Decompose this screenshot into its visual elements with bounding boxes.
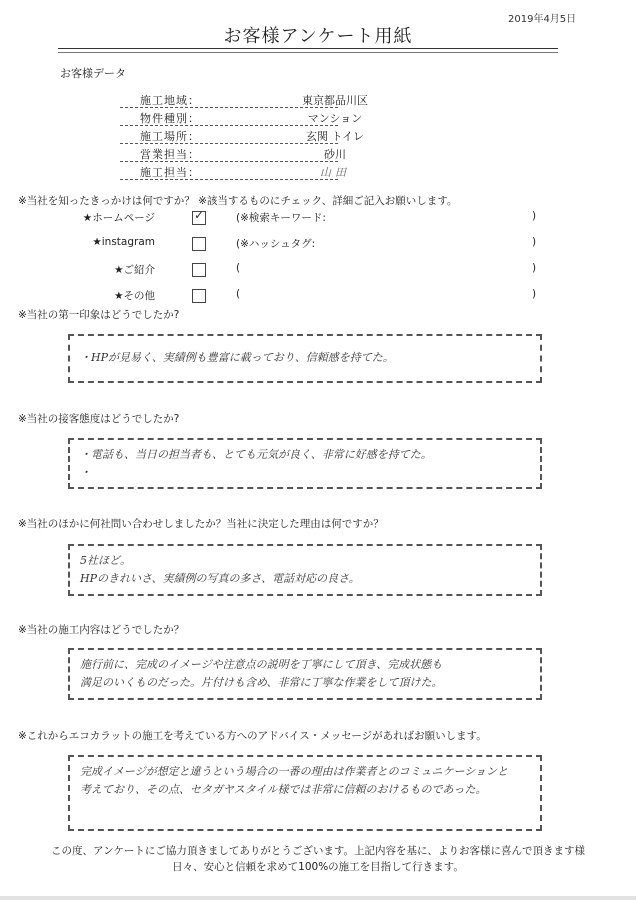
answer-first-impression <box>68 334 542 383</box>
option-detail-close: ) <box>532 288 537 300</box>
option-detail: (※ハッシュタグ: <box>236 238 316 250</box>
answer-line: 考えており、その点、セタガヤスタイル様では非常に信頼のおけるものであった。 <box>80 783 487 796</box>
answer-line: ・HPが見易く、実績例も豊富に載っており、信頼感を持てた。 <box>80 351 394 364</box>
option-detail-close: ) <box>532 262 537 274</box>
option-detail-close: ) <box>532 236 537 248</box>
answer-line: 完成イメージが想定と違うという場合の一番の理由は作業者とのコミュニケーションと <box>80 765 509 778</box>
thank-you-message <box>0 843 636 875</box>
answer-line: ・ <box>80 466 91 479</box>
data-value: 砂川 <box>324 148 346 161</box>
page-bottom-edge <box>0 896 636 900</box>
option-label: ★ご紹介 <box>114 264 155 276</box>
option-homepage <box>0 210 636 226</box>
checkbox-instagram[interactable] <box>192 237 206 251</box>
answer-line: ・電話も、当日の担当者も、とても元気が良く、非常に好感を持てた。 <box>80 448 432 461</box>
checkbox-homepage[interactable] <box>192 208 206 225</box>
answer-other-companies <box>68 544 542 596</box>
answer-service-attitude <box>68 438 542 489</box>
checkbox-other[interactable] <box>192 289 206 303</box>
option-detail-close: ) <box>532 210 537 222</box>
data-label: 施工担当： <box>140 166 200 179</box>
thank-you-line-2: 日々、安心と信頼を求めて100%の施工を目指して行きます。 <box>172 861 464 873</box>
customer-data-table <box>120 90 368 180</box>
customer-data-heading: お客様データ <box>60 67 126 80</box>
data-row-area <box>120 90 368 108</box>
data-row-sales-rep <box>120 144 346 162</box>
data-value: 東京都品川区 <box>302 94 368 107</box>
question-first-impression: ※当社の第一印象はどうでしたか? <box>18 309 180 321</box>
data-row-property-type <box>120 108 363 126</box>
thank-you-line-1: この度、アンケートにご協力頂きましてありがとうございます。上記内容を基に、よりお客様に喜んで頂きます様 <box>50 845 586 857</box>
answer-line: HPのきれいさ、実績例の写真の多さ、電話対応の良さ。 <box>80 572 360 585</box>
data-label: 施工場所： <box>140 130 200 143</box>
answer-advice-message <box>68 755 542 831</box>
option-referral <box>0 262 636 278</box>
data-label: 営業担当： <box>140 148 200 161</box>
data-row-construction-rep <box>120 162 350 180</box>
title-divider <box>58 48 558 49</box>
question-other-companies: ※当社のほかに何社問い合わせしましたか？当社に決定した理由は何ですか？ <box>18 518 384 530</box>
option-instagram <box>0 236 636 252</box>
option-label: ★ホームページ <box>82 212 155 224</box>
question-advice-message: ※これからエコカラットの施工を考えている方へのアドバイス・メッセージがあればお願いします。 <box>18 730 487 742</box>
title-divider-secondary <box>58 52 558 53</box>
checkbox-referral[interactable] <box>192 263 206 277</box>
question-service-attitude: ※当社の接客態度はどうでしたか? <box>18 413 180 425</box>
answer-line: 施行前に、完成のイメージや注意点の説明を丁寧にして頂き、完成状態も <box>80 658 443 671</box>
option-other <box>0 288 636 304</box>
data-label: 施工地域： <box>140 94 200 107</box>
data-value-handwritten: 山田 <box>320 166 350 179</box>
option-detail: ( <box>236 288 241 300</box>
answer-construction-quality <box>68 648 542 700</box>
question-how-found: ※当社を知ったきっかけは何ですか？ ※該当するものにチェック、詳細ご記入お願いします。 <box>18 195 458 207</box>
data-value: マンション <box>307 112 363 125</box>
data-row-location <box>120 126 364 144</box>
option-label: ★instagram <box>92 236 155 248</box>
option-detail: ( <box>236 262 241 274</box>
page-title: お客様アンケート用紙 <box>223 26 413 47</box>
option-label: ★その他 <box>114 290 155 302</box>
checkmark-icon: ✓ <box>194 208 205 222</box>
survey-date: 2019年4月5日 <box>508 14 577 25</box>
option-detail: (※検索キーワード: <box>236 212 326 224</box>
data-label: 物件種別： <box>140 112 200 125</box>
answer-line: 5社ほど。 <box>80 554 131 567</box>
answer-line: 満足のいくものだった。片付けも含め、非常に丁寧な作業をして頂けた。 <box>80 676 443 689</box>
data-value: 玄関 トイレ <box>306 130 364 143</box>
question-construction-quality: ※当社の施工内容はどうでしたか？ <box>18 624 185 636</box>
